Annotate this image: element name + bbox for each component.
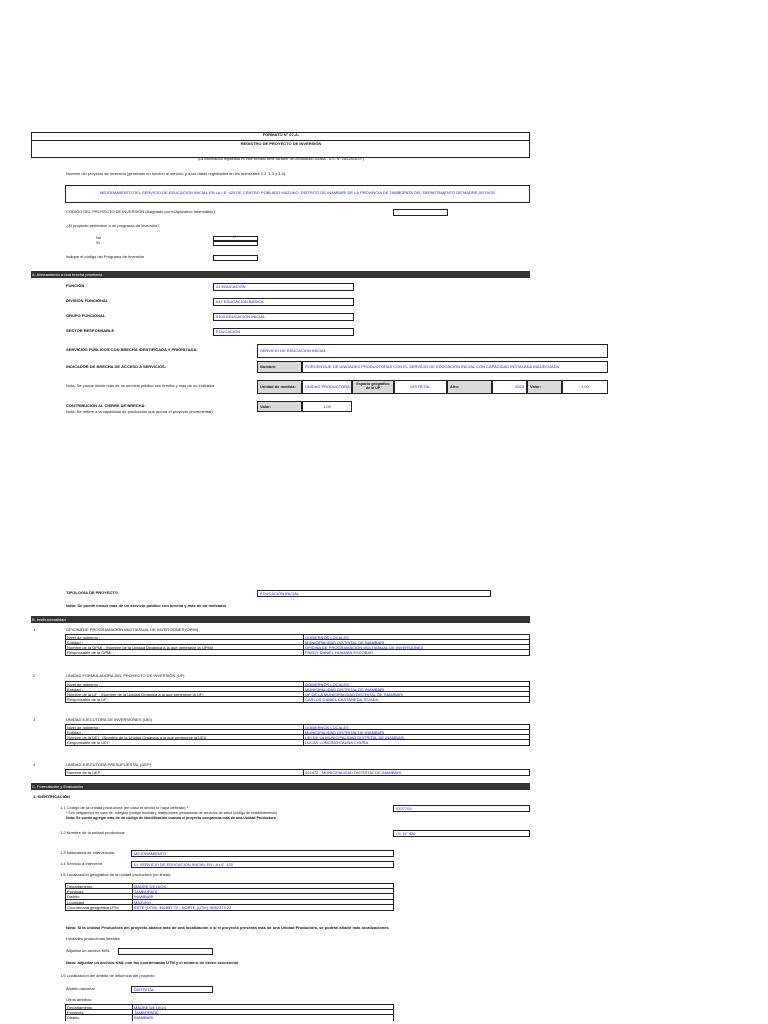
ambito-label: Ámbito nacional — [66, 986, 95, 991]
program-no-label: No — [96, 235, 102, 240]
grupo-field[interactable]: 0103 EDUCACIÓN INICIAL — [213, 313, 354, 321]
row-value[interactable]: TAMBOPATA — [132, 1010, 393, 1014]
row-label: Entidad : — [66, 730, 304, 734]
table-row — [66, 697, 529, 702]
up-name-label: 1.2 Nombre de la unidad productora: — [60, 830, 126, 835]
contrib-valor-label: Valor: — [257, 401, 302, 412]
espacio-label: Espacio geográfico de la UP — [352, 380, 394, 394]
kml-upload-field[interactable] — [118, 948, 213, 955]
project-code-field[interactable] — [393, 209, 448, 216]
project-name-label: Nombre del proyecto de inversión (generado en función al servicio y a los datos registrados en los numerales 1.2, 1.3 y 1.4): — [66, 171, 287, 176]
table-row — [66, 740, 529, 745]
tipologia-field[interactable]: EDUCACIÓN INICIAL — [257, 590, 491, 597]
section-b-bar: B. Institucionalidad — [31, 616, 530, 623]
row-label: Distrito — [67, 1015, 80, 1021]
section-c-bar: C. Formulación y Evaluación — [31, 783, 530, 790]
project-code-label: CÓDIGO DEL PROYECTO DE INVERSIÓN (Asignado por el Aplicativo Informático): — [66, 209, 216, 214]
row-value[interactable]: TAMBOPATA — [132, 889, 393, 893]
section-a-bar: A. Alineamiento a una brecha prioritaria — [31, 271, 530, 278]
indicador-label: INDICADOR DE BRECHA DE ACCESO A SERVICIOS: — [66, 364, 167, 369]
sector-field[interactable]: EDUCACION — [213, 328, 354, 336]
sector-label: SECTOR RESPONSABLE — [66, 328, 115, 333]
row-value[interactable]: ESTE (UTM): 362857.70 - NORTE (UTM): 8552373.22 — [132, 905, 393, 910]
uf-num: 2 — [33, 673, 36, 678]
row-value[interactable]: MUNICIPALIDAD DISTRITAL DE INAMBARI — [305, 687, 385, 691]
espacio-field[interactable]: DISTRITAL — [394, 380, 447, 394]
opmi-num: 1 — [33, 627, 36, 632]
up-name-field[interactable]: I.E. N° 420 — [393, 830, 530, 837]
opmi-title: OFICINA DE PROGRAMACIÓN MULTIANUAL DE INVERSIONES (OPMI) — [66, 627, 199, 632]
naturaleza-label: 1.3 Naturaleza de intervención: — [60, 850, 116, 855]
row-value[interactable]: MADRE DE DIOS — [132, 1005, 393, 1009]
row-label: Responsable de la OPMI : — [66, 650, 304, 655]
row-label: Departamento — [67, 1005, 93, 1010]
anio-field[interactable]: 2023 — [492, 380, 527, 394]
row-label: Localidad — [67, 899, 85, 904]
row-value[interactable]: MUNICIPALIDAD DISTRITAL DE INAMBARI — [305, 730, 385, 734]
up-code-label: 1.1 Código de la unidad productora (en caso el sector lo haya definido) * — [60, 805, 189, 810]
row-label: Provincia — [67, 1010, 84, 1015]
row-label: Nivel de gobierno : — [66, 682, 304, 686]
lineal-label: Unidades productoras lineales — [66, 936, 120, 941]
row-value[interactable]: INAMBARI — [132, 1015, 393, 1020]
form-title: FORMATO N° 07-A: — [262, 132, 300, 137]
form-subtitle: REGISTRO DE PROYECTO DE INVERSIÓN — [240, 141, 322, 146]
otros-label: Otros ámbitos: — [66, 997, 93, 1002]
table-row — [66, 1015, 393, 1020]
row-value[interactable]: OFICINA DE PROGRAMACIÓN MULTIANUAL DE INVERSIONES — [305, 645, 424, 649]
nota-servicio: Nota: Se puede incluir más de un servicio público con brecha y más de un indicador — [66, 383, 215, 388]
program-si-checkbox[interactable] — [213, 241, 258, 246]
program-code-field[interactable] — [213, 255, 258, 261]
otros-table — [65, 1004, 394, 1021]
uep-table — [65, 769, 530, 776]
table-row — [66, 905, 393, 910]
localizacion-label: 1.5 Localización geográfica de la unidad productora (no lineal): — [60, 872, 172, 877]
row-label: Nombre de la UEP — [66, 770, 304, 775]
row-label: Nivel de gobierno : — [66, 635, 304, 639]
uep-num: 4 — [33, 762, 36, 767]
row-label: Nivel de gobierno : — [66, 725, 304, 729]
row-label: Departamento — [67, 884, 93, 889]
unidad-medida-label: Unidad de medida: — [257, 380, 302, 394]
grupo-label: GRUPO FUNCIONAL — [66, 313, 106, 318]
servicio-field[interactable]: EL SERVICIO DE EDUCACION INICIAL EN LA I.E. 420 — [131, 861, 394, 868]
row-value[interactable]: GOBIERNOS LOCALES — [305, 682, 349, 686]
ambito-field[interactable]: DISTRITAL — [131, 986, 213, 993]
row-value[interactable]: GOBIERNOS LOCALES — [305, 635, 349, 639]
division-label: DIVISIÓN FUNCIONAL — [66, 298, 109, 303]
contribucion-note: Nota: Se refiere a la capacidad de producción que aporta el proyecto (incremental) — [66, 409, 213, 414]
row-label: Responsable de la UF : — [66, 697, 304, 702]
row-value[interactable]: GOBIERNOS LOCALES — [305, 725, 349, 729]
row-label: Nombre de la UF : (Nombre de la Unidad Orgánica a la que pertenece la UF) — [66, 692, 304, 696]
row-value[interactable]: UF DE LA MUNICIPALIDAD DISTRITAL DE INAMBARI — [305, 692, 404, 696]
kml-label: Adjuntar un archivo KML — [66, 948, 110, 953]
row-value[interactable]: LUCAS LONGINO CAUNA CHURA — [305, 740, 369, 745]
row-label: Provincia — [67, 889, 84, 894]
row-value[interactable]: 301472 - MUNICIPALIDAD DISTRITAL DE INAMBARI — [305, 770, 402, 775]
row-label: Distrito — [67, 894, 80, 899]
loc-note: Nota: Si la Unidad Productora del proyecto abarca más de una localización o si el proyecto presenta más de una Unidad Productora, se podrán añadir más localizaciones — [66, 925, 389, 930]
form-note: (La información registrada en este formato tiene carácter de Declaración Jurada - D.S. N° 284-2018-EF) — [198, 157, 364, 161]
row-label: Nombre de la UEI : (Nombre de la Unidad Orgánica a la que pertenece la UEI) — [66, 735, 304, 739]
indicador-nombre-label: Nombre: — [257, 361, 302, 373]
servicios-field[interactable]: SERVICIO DE EDUCACION INICIAL — [257, 344, 608, 358]
row-value[interactable]: MUNICIPALIDAD DISTRITAL DE INAMBARI — [305, 640, 385, 644]
opmi-table — [65, 634, 530, 656]
up-code-note: * Son obligatorios en caso de: colegios (código modular), instituciones prestadoras de servicios de salud (código de establecimiento) — [66, 811, 278, 815]
anio-label: Año: — [447, 380, 492, 394]
row-value[interactable]: FREDY DANIEL HUAMAN ESCOBAR — [305, 650, 374, 655]
contrib-valor-field[interactable]: 1.00 — [302, 401, 352, 412]
program-code-label: Indique el código del Programa de Inversión — [66, 254, 145, 259]
row-label: Entidad : — [66, 640, 304, 644]
localizacion-table — [65, 883, 394, 911]
influencia-label: 1.6 Localización del ámbito de influencia del proyecto — [60, 973, 155, 978]
row-value[interactable]: CARLOS DANIEL CASTANEDA TEJADA — [305, 697, 379, 702]
identificacion-title: 1. IDENTIFICACIÓN — [33, 794, 70, 799]
row-label: Responsable de la UEI : — [66, 740, 304, 745]
funcion-field[interactable]: 22 EDUCACIÓN — [213, 283, 354, 291]
servicio-label: 1.4 Servicio a Intervenir: — [60, 861, 104, 866]
tipologia-note: Nota: Se puede incluir más de un servicio público con brecha y más de un indicador — [66, 603, 227, 608]
uf-table — [65, 681, 530, 703]
naturaleza-field[interactable]: MEJORAMIENTO — [131, 850, 394, 857]
indicador-nombre-field[interactable]: PORCENTAJE DE UNIDADES PRODUCTORAS CON EL SERVICIO DE EDUCACIÓN INICIAL CON CAPACIDAD INSTALADA INADECUADA — [302, 361, 608, 373]
up-code-field[interactable]: 0707703 — [393, 805, 530, 812]
uei-table — [65, 724, 530, 746]
contribucion-label: CONTRIBUCIÓN AL CIERRE DE BRECHA: — [66, 403, 146, 408]
uep-title: UNIDAD EJECUTORA PRESUPUESTAL (UEP) — [66, 762, 152, 767]
program-no-mark: X — [233, 234, 236, 239]
servicios-label: SERVICIOS PÚBLICOS CON BRECHA IDENTIFICADA Y PRIORIZADA: — [66, 347, 198, 352]
unidad-medida-field[interactable]: UNIDAD PRODUCTORA — [302, 380, 352, 394]
program-si-label: Sí — [96, 240, 100, 245]
valor-label: Valor: — [527, 380, 562, 394]
uf-title: UNIDAD FORMULADORA DEL PROYECTO DE INVERSIÓN (UF) — [66, 673, 185, 678]
row-value[interactable]: MAZUKO — [132, 900, 393, 904]
uei-title: UNIDAD EJECUTORA DE INVERSIONES (UEI) — [66, 717, 152, 722]
project-name-value: MEJORAMIENTO DEL SERVICIO DE EDUCACION INICIAL EN LA I.E. 420 DE CENTRO POBLADO MAZUKO, DISTRITO DE INAMBARI DE LA PROVINCIA DE TAMBOPATA DEL DEPARTAMENTO DE MADRE DE DIOS — [100, 190, 495, 195]
row-value[interactable]: MADRE DE DIOS — [132, 884, 393, 888]
division-field[interactable]: 047 EDUCACIÓN BÁSICA — [213, 298, 354, 306]
uei-num: 3 — [33, 717, 36, 722]
kml-note: Nota: adjuntar un archivo KML con las coordenadas UTM y el número de orden secuencial — [66, 960, 238, 965]
tipologia-label: TIPOLOGÍA DE PROYECTO — [66, 590, 119, 595]
row-label: Nombre de la OPMI : (Nombre de la Unidad Orgánica a la que pertenece la OPMI) — [66, 645, 304, 649]
row-value[interactable]: INAMBARI — [132, 894, 393, 898]
funcion-label: FUNCIÓN — [66, 283, 85, 288]
valor-field[interactable]: 1.00 — [562, 380, 608, 394]
row-value[interactable]: UEI DE LA MUNICIPALIDAD DISTRITAL DE INAMBARI — [305, 735, 405, 739]
table-row — [66, 650, 529, 655]
program-question: ¿El proyecto pertenece a un programa de inversión? — [66, 223, 160, 228]
table-row — [66, 770, 529, 775]
up-code-note2: Nota: Se puede agregar más de un código de identificación cuando el proyecto comprenda más de una Unidad Productora — [66, 816, 276, 820]
row-label: Coordenada geográfica UTM — [67, 904, 119, 910]
row-label: Entidad : — [66, 687, 304, 691]
